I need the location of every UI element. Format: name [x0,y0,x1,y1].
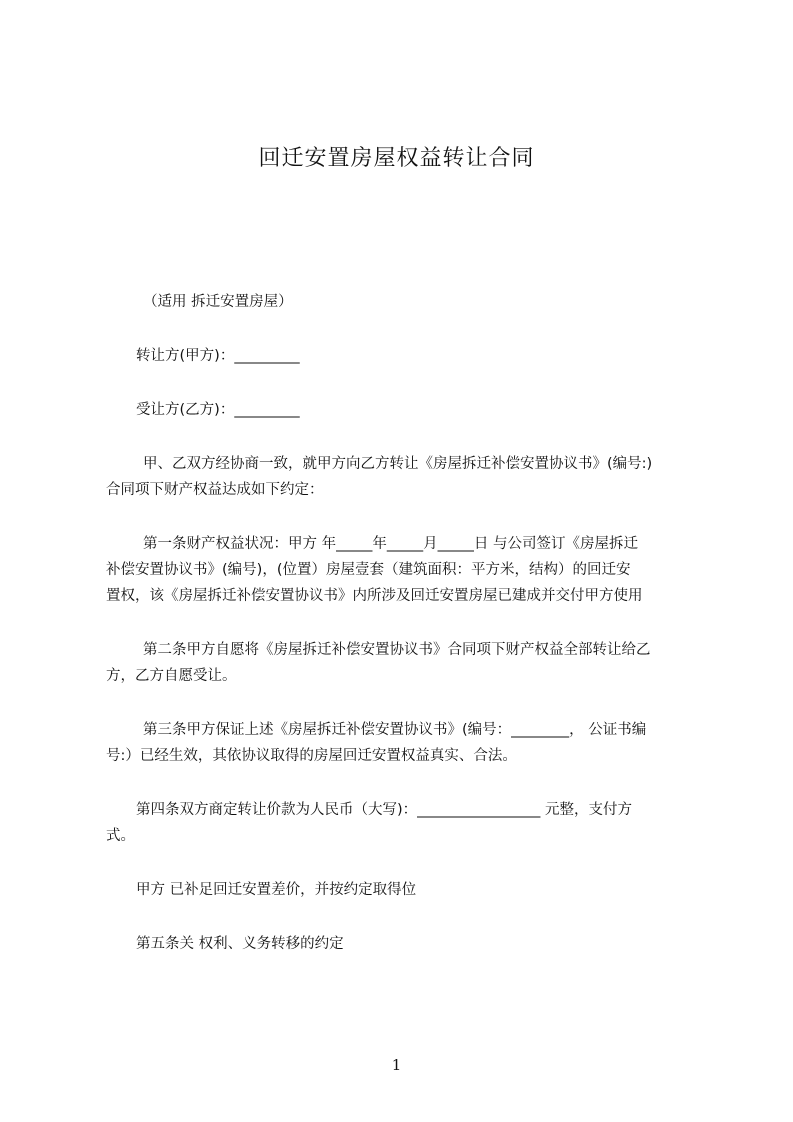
transferee-line: 受让方(乙方)：_________ [136,402,300,418]
party-a-payment-line: 甲方 已补足回迁安置差价，并按约定取得位 [136,882,417,898]
article-2-line-2: 方，乙方自愿受让。 [106,668,237,684]
article-1-line-1: 第一条财产权益状况：甲方 年_____年_____月_____日 与公司签订《房屋拆迁 [143,536,638,552]
article-3-line-1: 第三条甲方保证上述《房屋拆迁补偿安置协议书》(编号：________， 公证书编 [143,722,647,738]
page-number: 1 [391,1056,402,1074]
transferor-line: 转让方(甲方)：_________ [136,348,300,364]
article-1-line-3: 置权，该《房屋拆迁补偿安置协议书》内所涉及回迁安置房屋已建成并交付甲方使用 [106,588,643,604]
article-5-heading: 第五条关 权利、义务转移的约定 [136,936,344,952]
preamble-line-1: 甲、乙双方经协商一致，就甲方向乙方转让《房屋拆迁补偿安置协议书》(编号:) [143,456,653,472]
article-3-line-2: 号:）已经生效，其依协议取得的房屋回迁安置权益真实、合法。 [106,748,517,764]
article-1-line-2: 补偿安置协议书》(编号)，(位置）房屋壹套（建筑面积：平方米，结构）的回迁安 [106,562,631,578]
applicability-note: （适用 拆迁安置房屋） [143,294,293,310]
preamble-line-2: 合同项下财产权益达成如下约定： [106,482,324,498]
article-2-line-1: 第二条甲方自愿将《房屋拆迁补偿安置协议书》合同项下财产权益全部转让给乙 [143,642,651,658]
document-title: 回迁安置房屋权益转让合同 [258,146,535,171]
article-4-line-2: 式。 [106,828,135,844]
article-4-line-1: 第四条双方商定转让价款为人民币（大写)：_________________ 元整，支付方 [136,802,633,818]
